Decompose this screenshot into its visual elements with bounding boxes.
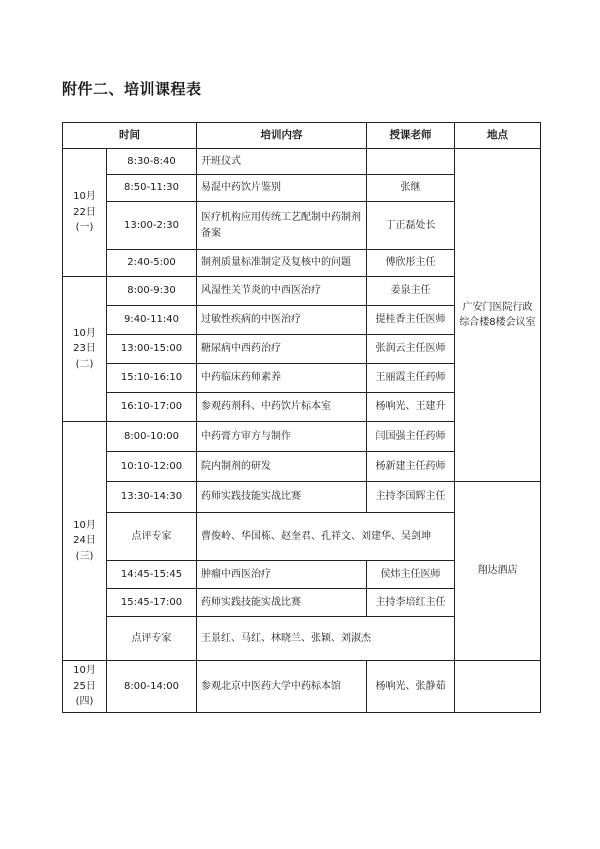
content-cell: 过敏性疾病的中医治疗 xyxy=(197,306,367,335)
time-cell: 9:40-11:40 xyxy=(107,306,197,335)
time-cell: 15:10-16:10 xyxy=(107,364,197,393)
header-teacher: 授课老师 xyxy=(367,123,455,149)
time-cell: 13:00-15:00 xyxy=(107,335,197,364)
table-row xyxy=(63,482,541,513)
teacher-cell: 提桂香主任医师 xyxy=(367,306,455,335)
content-cell: 易混中药饮片鉴别 xyxy=(197,175,367,202)
content-cell: 药师实践技能实战比赛 xyxy=(197,482,367,513)
teacher-cell: 杨新建主任药师 xyxy=(367,452,455,482)
teacher-cell: 张润云主任医师 xyxy=(367,335,455,364)
teacher-cell: 丁正磊处长 xyxy=(367,202,455,250)
time-cell: 14:45-15:45 xyxy=(107,561,197,589)
venue-cell: 广安门医院行政综合楼8楼会议室 xyxy=(455,149,541,482)
time-cell: 10:10-12:00 xyxy=(107,452,197,482)
time-cell: 13:00-2:30 xyxy=(107,202,197,250)
time-cell: 8:00-9:30 xyxy=(107,277,197,306)
header-time: 时间 xyxy=(63,123,197,149)
schedule-table xyxy=(62,122,541,713)
time-cell: 13:30-14:30 xyxy=(107,482,197,513)
time-cell: 15:45-17:00 xyxy=(107,589,197,617)
header-content: 培训内容 xyxy=(197,123,367,149)
teacher-cell: 主持李国辉主任 xyxy=(367,482,455,513)
teacher-cell: 杨响光、张静茹 xyxy=(367,661,455,713)
content-cell: 院内制剂的研发 xyxy=(197,452,367,482)
reviewer-label: 点评专家 xyxy=(107,617,197,661)
day-cell: 10月24日(三) xyxy=(63,422,107,661)
content-cell: 中药临床药师素养 xyxy=(197,364,367,393)
reviewer-label: 点评专家 xyxy=(107,513,197,561)
venue-cell: 翔达酒店 xyxy=(455,482,541,661)
header-row xyxy=(63,123,541,149)
content-cell: 参观北京中医药大学中药标本馆 xyxy=(197,661,367,713)
venue-cell-empty xyxy=(455,661,541,713)
reviewer-list: 王景红、马红、林晓兰、张颖、刘淑杰 xyxy=(197,617,455,661)
teacher-cell: 主持李培红主任 xyxy=(367,589,455,617)
content-cell: 医疗机构应用传统工艺配制中药制剂备案 xyxy=(197,202,367,250)
content-cell: 中药膏方审方与制作 xyxy=(197,422,367,452)
content-cell: 开班仪式 xyxy=(197,149,367,175)
content-cell: 参观药剂科、中药饮片标本室 xyxy=(197,393,367,422)
teacher-cell xyxy=(367,149,455,175)
table-row xyxy=(63,149,541,175)
time-cell: 16:10-17:00 xyxy=(107,393,197,422)
content-cell: 制剂质量标准制定及复核中的问题 xyxy=(197,250,367,277)
time-cell: 8:50-11:30 xyxy=(107,175,197,202)
time-cell: 8:00-14:00 xyxy=(107,661,197,713)
teacher-cell: 傅欣彤主任 xyxy=(367,250,455,277)
teacher-cell: 闫国强主任药师 xyxy=(367,422,455,452)
content-cell: 糖尿病中西药治疗 xyxy=(197,335,367,364)
time-cell: 2:40-5:00 xyxy=(107,250,197,277)
time-cell: 8:30-8:40 xyxy=(107,149,197,175)
teacher-cell: 杨响光、王建升 xyxy=(367,393,455,422)
content-cell: 风湿性关节炎的中西医治疗 xyxy=(197,277,367,306)
day-cell: 10月23日(二) xyxy=(63,277,107,422)
teacher-cell: 张继 xyxy=(367,175,455,202)
time-cell: 8:00-10:00 xyxy=(107,422,197,452)
reviewer-list: 曹俊岭、华国栋、赵奎君、孔祥文、刘建华、吴剑坤 xyxy=(197,513,455,561)
teacher-cell: 侯炜主任医师 xyxy=(367,561,455,589)
table-row xyxy=(63,661,541,713)
day-cell: 10月22日(一) xyxy=(63,149,107,277)
header-venue: 地点 xyxy=(455,123,541,149)
page-title: 附件二、培训课程表 xyxy=(62,80,202,98)
teacher-cell: 姜泉主任 xyxy=(367,277,455,306)
content-cell: 药师实践技能实战比赛 xyxy=(197,589,367,617)
day-cell: 10月25日(四) xyxy=(63,661,107,713)
content-cell: 肿瘤中西医治疗 xyxy=(197,561,367,589)
teacher-cell: 王丽霞主任药师 xyxy=(367,364,455,393)
